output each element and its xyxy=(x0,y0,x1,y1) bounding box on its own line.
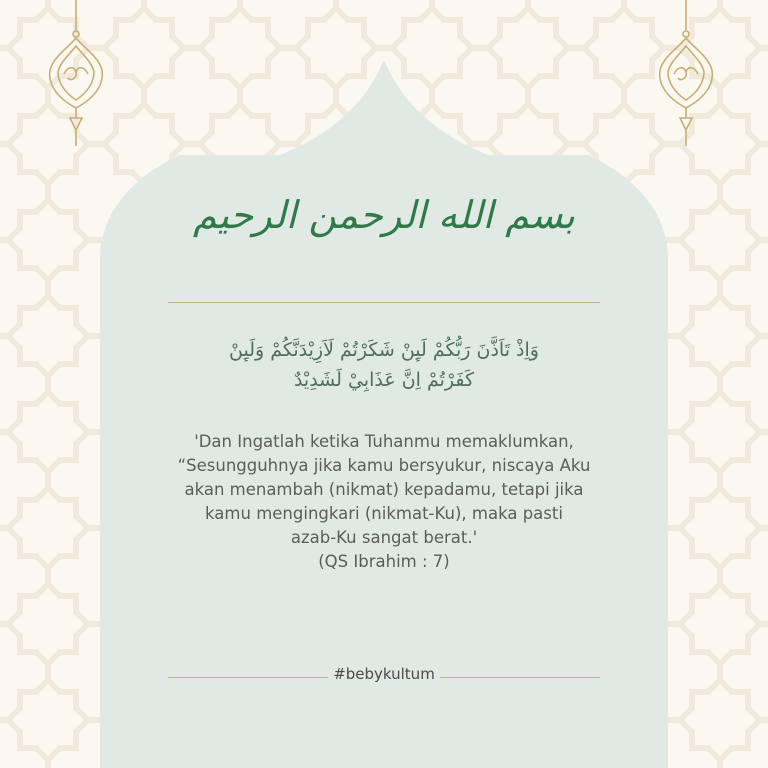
verse-reference: (QS Ibrahim : 7) xyxy=(318,552,450,571)
quote-card xyxy=(100,60,668,768)
hashtag: #bebykultum xyxy=(333,665,435,683)
translation-line: 'Dan Ingatlah ketika Tuhanmu memaklumkan, xyxy=(194,432,574,451)
hashtag-divider-right xyxy=(440,677,600,678)
verse-arabic-line: وَاِذْ تَاَذَّنَ رَبُّكُمْ لَىِٕنْ شَكَرْتُمْ لَاَزِيْدَنَّكُمْ وَلَىِٕنْ xyxy=(229,339,539,361)
verse-arabic-line: كَفَرْتُمْ اِنَّ عَذَابِيْ لَشَدِيْدٌ xyxy=(293,369,475,391)
translation-line: kamu mengingkari (nikmat-Ku), maka pasti xyxy=(205,504,563,523)
translation-line: “Sesungguhnya jika kamu bersyukur, niscaya Aku xyxy=(177,456,591,475)
hashtag-row xyxy=(168,664,600,688)
basmala-calligraphy: بسم الله الرحمن الرحيم xyxy=(193,193,575,237)
translation-line: akan menambah (nikmat) kepadamu, tetapi jika xyxy=(184,480,584,499)
translation-line: azab-Ku sangat berat.' xyxy=(290,528,478,547)
verse-arabic xyxy=(170,335,598,395)
verse-translation xyxy=(170,430,598,574)
top-divider xyxy=(168,302,600,303)
